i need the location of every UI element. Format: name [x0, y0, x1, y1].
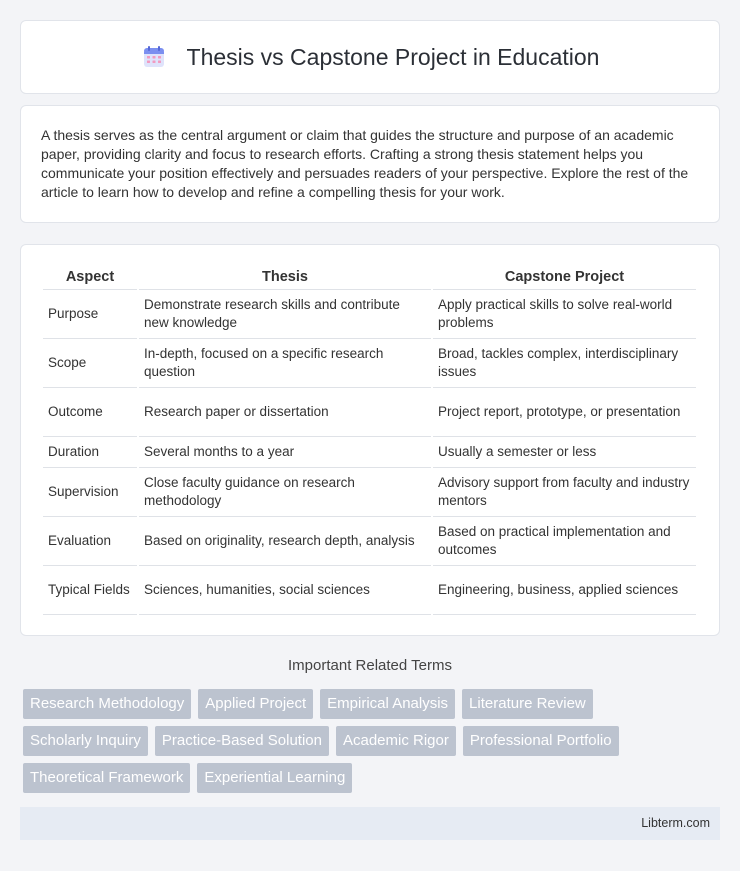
- term-tag[interactable]: Applied Project: [198, 689, 313, 719]
- related-terms-heading: Important Related Terms: [288, 657, 452, 674]
- term-tag[interactable]: Literature Review: [462, 689, 593, 719]
- term-tag[interactable]: Experiential Learning: [197, 763, 352, 793]
- calendar-icon: [141, 44, 167, 70]
- table-row: [43, 388, 696, 437]
- thesis-cell: Several months to a year: [139, 437, 431, 468]
- capstone-cell: Project report, prototype, or presentation: [433, 388, 696, 437]
- term-tag[interactable]: Theoretical Framework: [23, 763, 190, 793]
- column-header: Aspect: [43, 266, 137, 290]
- footer: [20, 807, 720, 840]
- table-row: [43, 566, 696, 615]
- capstone-cell: Broad, tackles complex, interdisciplinary issues: [433, 339, 696, 388]
- aspect-cell: Duration: [43, 437, 137, 468]
- comparison-card: [20, 244, 720, 636]
- thesis-cell: Close faculty guidance on research methodology: [139, 468, 431, 517]
- term-tag[interactable]: Empirical Analysis: [320, 689, 455, 719]
- aspect-cell: Outcome: [43, 388, 137, 437]
- term-tag[interactable]: Practice-Based Solution: [155, 726, 329, 756]
- term-tag[interactable]: Research Methodology: [23, 689, 191, 719]
- aspect-cell: Typical Fields: [43, 566, 137, 615]
- intro-text: A thesis serves as the central argument or claim that guides the structure and purpose of an academic paper, providing clarity and focus to research efforts. Crafting a strong thesis statement helps you communicate your position effectively and persuades readers of your perspective. Explore the rest of the article to learn how to develop and refine a compelling thesis for your work.: [41, 127, 689, 200]
- term-tag[interactable]: Professional Portfolio: [463, 726, 619, 756]
- aspect-cell: Scope: [43, 339, 137, 388]
- thesis-cell: In-depth, focused on a specific research question: [139, 339, 431, 388]
- capstone-cell: Usually a semester or less: [433, 437, 696, 468]
- aspect-cell: Purpose: [43, 290, 137, 339]
- capstone-cell: Engineering, business, applied sciences: [433, 566, 696, 615]
- term-tag[interactable]: Academic Rigor: [336, 726, 456, 756]
- footer-site-link[interactable]: Libterm.com: [641, 816, 710, 830]
- intro-card: [20, 105, 720, 223]
- aspect-cell: Evaluation: [43, 517, 137, 566]
- table-row: [43, 437, 696, 468]
- related-terms-list: [23, 689, 723, 793]
- thesis-cell: Based on originality, research depth, analysis: [139, 517, 431, 566]
- capstone-cell: Apply practical skills to solve real-world problems: [433, 290, 696, 339]
- thesis-cell: Sciences, humanities, social sciences: [139, 566, 431, 615]
- term-tag[interactable]: Scholarly Inquiry: [23, 726, 148, 756]
- capstone-cell: Based on practical implementation and outcomes: [433, 517, 696, 566]
- capstone-cell: Advisory support from faculty and industry mentors: [433, 468, 696, 517]
- column-header: Thesis: [139, 266, 431, 290]
- table-row: [43, 468, 696, 517]
- table-row: [43, 339, 696, 388]
- table-row: [43, 290, 696, 339]
- page-title: Thesis vs Capstone Project in Education: [186, 43, 600, 70]
- comparison-table: [41, 266, 698, 615]
- table-row: [43, 517, 696, 566]
- title-card: [20, 20, 720, 94]
- thesis-cell: Research paper or dissertation: [139, 388, 431, 437]
- thesis-cell: Demonstrate research skills and contribute new knowledge: [139, 290, 431, 339]
- aspect-cell: Supervision: [43, 468, 137, 517]
- column-header: Capstone Project: [433, 266, 696, 290]
